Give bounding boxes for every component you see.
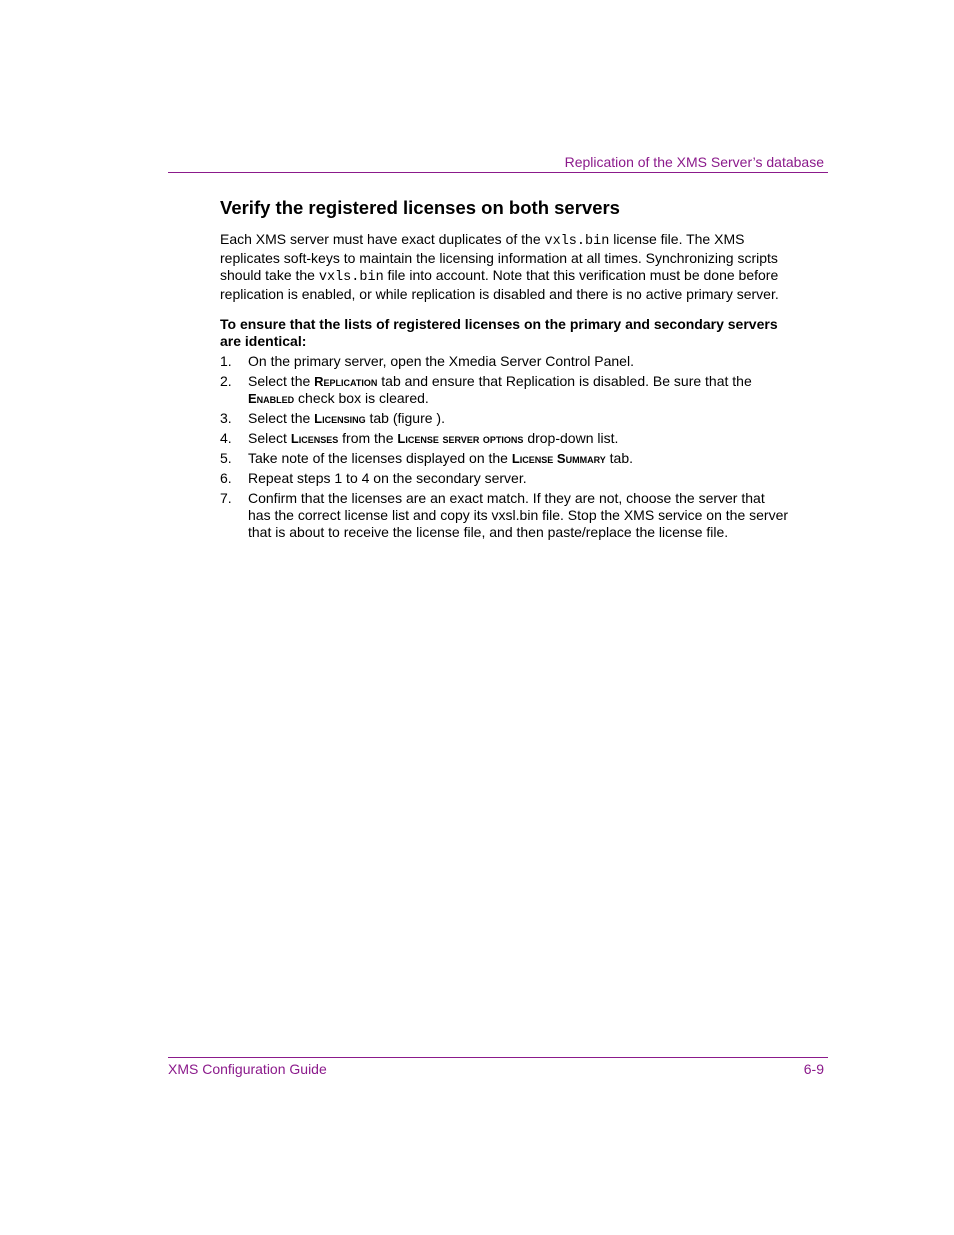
step-text: from the xyxy=(338,430,398,446)
step-text: On the primary server, open the Xmedia Server Control Panel. xyxy=(248,353,634,369)
ui-term-licenses: Licenses xyxy=(290,431,339,446)
ui-term-enabled: Enabled xyxy=(248,391,295,406)
step-text: Take note of the licenses displayed on the xyxy=(248,450,512,466)
step-number: 2. xyxy=(220,373,232,389)
step-text: Confirm that the licenses are an exact match. If they are not, choose the server that has the correct license list and copy its vxsl.bin file. Stop the XMS service on the server that is about to receive the license file, and then paste/replace the license file. xyxy=(248,490,789,540)
step-text: tab. xyxy=(605,450,633,466)
step-number: 5. xyxy=(220,450,232,466)
intro-text-1: Each XMS server must have exact duplicates of the xyxy=(220,231,545,247)
step-6 xyxy=(220,470,790,487)
step-7 xyxy=(220,490,790,541)
step-text: tab and ensure that Replication is disabled. Be sure that the xyxy=(377,373,752,389)
step-number: 4. xyxy=(220,430,232,446)
footer-guide-title: XMS Configuration Guide xyxy=(168,1061,327,1077)
intro-paragraph xyxy=(220,231,790,303)
step-3 xyxy=(220,410,790,427)
page-number: 6-9 xyxy=(803,1061,824,1077)
step-number: 1. xyxy=(220,353,232,369)
page-content xyxy=(220,196,790,544)
ui-term-replication: Replication xyxy=(314,374,378,389)
procedure-steps xyxy=(220,353,790,541)
intro-text-2: license file. The XMS replicates soft-keys to maintain the licensing information at all times. Synchronizing scripts should take the xyxy=(220,231,778,283)
intro-text-3: file into account. Note that this verification must be done before replication is enabled, or while replication is disabled and there is no active primary server. xyxy=(220,267,779,302)
step-number: 3. xyxy=(220,410,232,426)
ui-term-license-summary: License Summary xyxy=(511,451,606,466)
step-text: Select the xyxy=(248,373,315,389)
procedure-title: To ensure that the lists of registered licenses on the primary and secondary servers are identical: xyxy=(220,316,778,349)
step-4 xyxy=(220,430,790,447)
step-5 xyxy=(220,450,790,467)
ui-term-license-server-options: License server options xyxy=(397,431,524,446)
step-1 xyxy=(220,353,790,370)
section-heading: Verify the registered licenses on both servers xyxy=(220,197,620,218)
step-number: 7. xyxy=(220,490,232,506)
filename-code: vxls.bin xyxy=(544,234,610,249)
step-number: 6. xyxy=(220,470,232,486)
step-2 xyxy=(220,373,790,407)
filename-code: vxls.bin xyxy=(318,270,384,285)
ui-term-licensing: Licensing xyxy=(314,411,366,426)
step-text: Select xyxy=(248,430,291,446)
step-text: Repeat steps 1 to 4 on the secondary server. xyxy=(248,470,527,486)
step-text: check box is cleared. xyxy=(294,390,429,406)
running-header: Replication of the XMS Server’s database xyxy=(564,154,824,170)
footer-rule xyxy=(168,1057,828,1058)
step-text: drop-down list. xyxy=(523,430,619,446)
step-text: Select the xyxy=(248,410,315,426)
header-rule xyxy=(168,172,828,173)
step-text: tab (figure ). xyxy=(365,410,445,426)
